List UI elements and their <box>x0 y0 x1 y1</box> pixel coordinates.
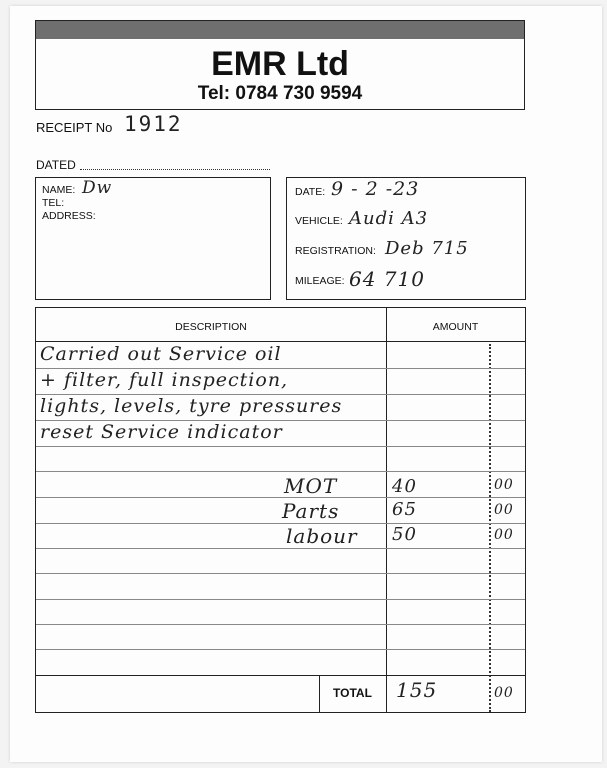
amount-header: AMOUNT <box>432 321 479 333</box>
row-rule <box>36 624 525 625</box>
company-phone: Tel: 0784 730 9594 <box>197 83 363 104</box>
date-value: 9 - 2 -23 <box>331 178 420 200</box>
row-rule <box>36 649 525 650</box>
dated-line <box>80 169 270 170</box>
row-rule <box>36 471 525 472</box>
total-pence: 00 <box>494 685 514 701</box>
total-pounds: 155 <box>396 678 438 702</box>
description-line: + filter, full inspection, <box>40 369 289 391</box>
registration-label: REGISTRATION: <box>295 245 376 257</box>
description-line: Carried out Service oil <box>40 343 282 365</box>
vehicle-label: VEHICLE: <box>295 215 343 227</box>
item-pounds: 50 <box>392 524 417 545</box>
item-pence: 00 <box>494 527 514 543</box>
registration-value: Deb 715 <box>385 238 469 259</box>
item-pence: 00 <box>494 477 514 493</box>
item-pounds: 65 <box>392 499 417 520</box>
header-bar <box>36 21 524 39</box>
description-line: reset Service indicator <box>40 421 283 443</box>
company-name: EMR Ltd <box>211 45 349 83</box>
vehicle-value: Audi A3 <box>349 208 429 229</box>
total-label: TOTAL <box>333 686 372 700</box>
row-rule <box>36 573 525 574</box>
item-label: Parts <box>282 499 340 523</box>
mileage-value: 64 710 <box>349 267 425 291</box>
description-header: DESCRIPTION <box>175 321 247 333</box>
company-header <box>35 20 525 110</box>
total-rule <box>36 675 525 676</box>
receipt-number-label: RECEIPT No <box>36 120 113 135</box>
row-rule <box>36 446 525 447</box>
items-table <box>35 307 526 713</box>
header-rule <box>36 341 525 342</box>
mileage-label: MILEAGE: <box>295 275 345 287</box>
row-rule <box>36 523 525 524</box>
row-rule <box>36 497 525 498</box>
item-pence: 00 <box>494 502 514 518</box>
name-value: Dw <box>82 178 113 198</box>
vehicle-box <box>286 177 526 300</box>
customer-box <box>35 177 271 300</box>
pence-divider <box>489 344 491 712</box>
receipt-number: 1912 <box>124 112 183 136</box>
item-label: labour <box>286 524 358 548</box>
address-label: ADDRESS: <box>42 210 96 222</box>
dated-label: DATED <box>36 158 76 172</box>
item-label: MOT <box>284 474 338 498</box>
row-rule <box>36 548 525 549</box>
row-rule <box>36 599 525 600</box>
description-line: lights, levels, tyre pressures <box>40 395 343 417</box>
item-pounds: 40 <box>392 476 417 497</box>
name-label: NAME: <box>42 184 76 196</box>
date-label: DATE: <box>295 186 326 198</box>
tel-label: TEL: <box>42 197 65 209</box>
